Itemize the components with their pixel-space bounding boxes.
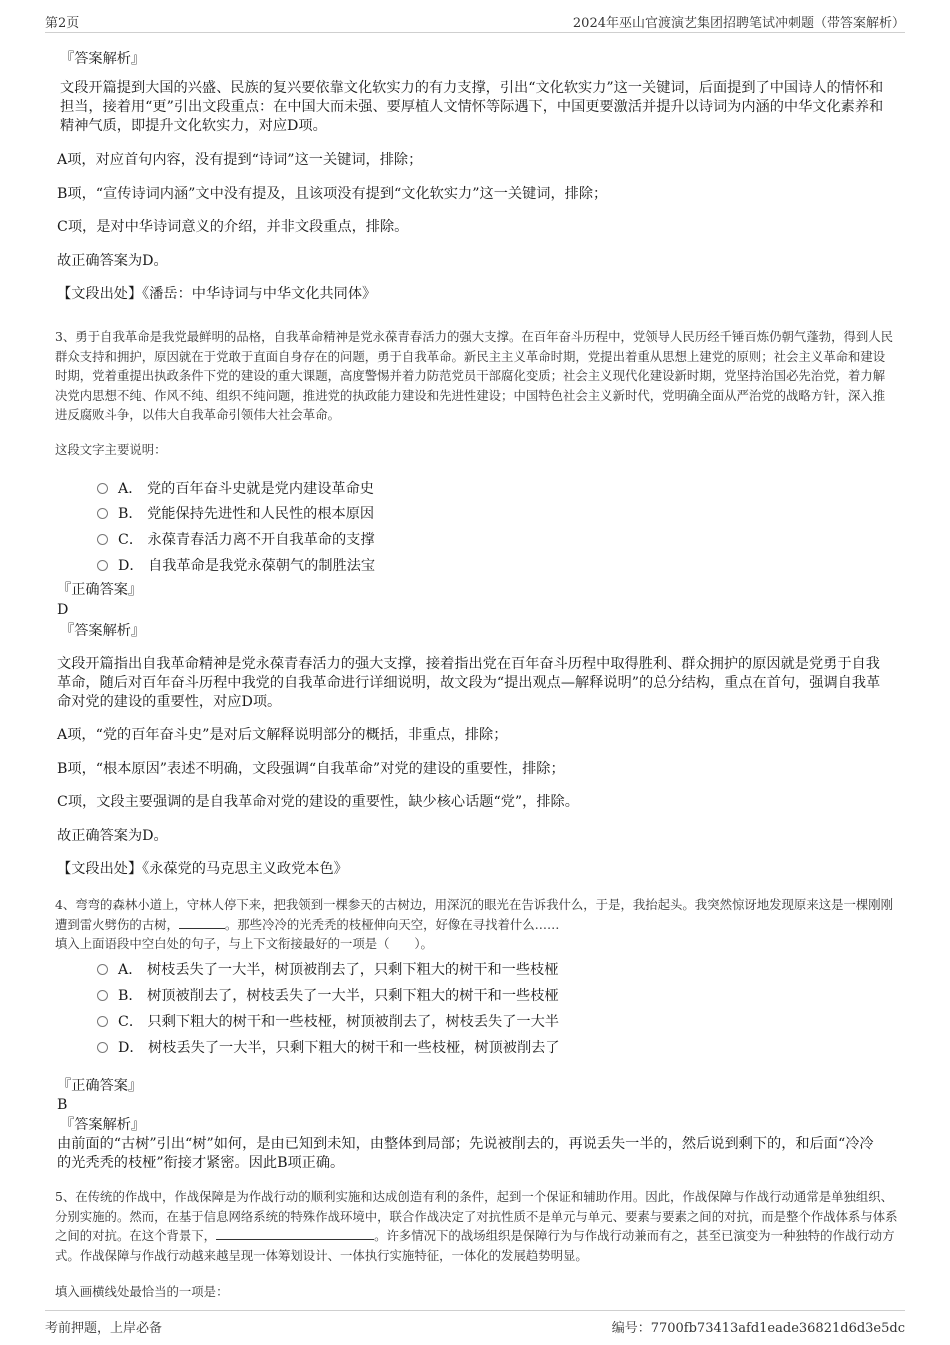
q4-option-a[interactable]: A． 树枝丢失了一大半，树顶被削去了，只剩下粗大的树干和一些枝桠 — [97, 959, 558, 979]
radio-icon[interactable] — [97, 964, 108, 975]
q3-option-d[interactable]: D． 自我革命是我党永葆朝气的制胜法宝 — [97, 555, 375, 575]
radio-icon[interactable] — [97, 1042, 108, 1053]
document-title: 2024年巫山官渡演艺集团招聘笔试冲刺题（带答案解析） — [572, 16, 905, 31]
q4-option-c[interactable]: C． 只剩下粗大的树干和一些枝桠，树顶被削去了，树枝丢失了一大半 — [97, 1011, 559, 1031]
q4-analysis: 由前面的“古树”引出“树”如何，是由已知到未知，由整体到局部；先说被削去的，再说丢失一半的，然后说到剩下的，和后面“冷冷的光秃秃的枝桠”衔接才紧密。因此B项正确。 — [57, 1136, 874, 1171]
q3-answer: D — [57, 602, 69, 618]
q4-text: 4、弯弯的森林小道上，守林人停下来，把我领到一棵参天的古树边，用深沉的眼光在告诉我什么，于是，我抬起头。我突然惊讶地发现原来这是一棵刚刚遭到雷火劈伤的古树， 。那些冷冷的光秃秃的枝桠伸向天空，好像在寻找着什么…… — [55, 897, 894, 932]
q2-analysis-label: 『答案解析』 — [60, 51, 146, 67]
q2-option-c-note: C项，是对中华诗词意义的介绍，并非文段重点，排除。 — [57, 219, 409, 235]
q2-option-a-note: A项，对应首句内容，没有提到“诗词”这一关键词，排除； — [57, 152, 423, 168]
q4-blank — [179, 916, 225, 929]
q4-option-b[interactable]: B． 树顶被削去了，树枝丢失了一大半，只剩下粗大的树干和一些枝桠 — [97, 985, 559, 1005]
q4-prompt: 填入上面语段中空白处的句子，与上下文衔接最好的一项是（ ）。 — [55, 936, 433, 951]
q5-prompt: 填入画横线处最恰当的一项是： — [55, 1284, 229, 1299]
q3-text: 3、勇于自我革命是我党最鲜明的品格，自我革命精神是党永葆青春活力的强大支撑。在百年奋斗历程中，党领导人民历经千锤百炼仍朝气蓬勃，得到人民群众支持和拥护，原因就在于党敢于直面自身存在的问题，勇于自我革命。新民主主义革命时期，党提出着重从思想上建党的原则；社会主义革命和建设时期，党着重提出执政条件下党的建设的重大课题，高度警惕并着力防范党员干部腐化变质；社会主义现代化建设新时期，党坚持治国必先治党，着力解决党内思想不纯、作风不纯、组织不纯问题，推进党的执政能力建设和先进性建设；中国特色社会主义新时代，党明确全面从严治党的战略方针，深入推进反腐败斗争，以伟大自我革命引领伟大社会革命。 — [55, 329, 894, 422]
q3-option-b[interactable]: B． 党能保持先进性和人民性的根本原因 — [97, 503, 374, 523]
q3-prompt: 这段文字主要说明： — [55, 442, 167, 457]
q3-option-b-note: B项，“根本原因”表述不明确，文段强调“自我革命”对党的建设的重要性，排除； — [57, 761, 565, 777]
radio-icon[interactable] — [97, 483, 108, 494]
page-header — [45, 10, 905, 33]
q3-option-c[interactable]: C． 永葆青春活力离不开自我革命的支撑 — [97, 529, 375, 549]
q3-source: 【文段出处】《永葆党的马克思主义政党本色》 — [57, 861, 348, 877]
q2-source: 【文段出处】《潘岳：中华诗词与中华文化共同体》 — [57, 286, 377, 302]
q3-option-a-note: A项，“党的百年奋斗史”是对后文解释说明部分的概括，非重点，排除； — [57, 727, 508, 743]
q5-blank — [216, 1227, 374, 1240]
q4-analysis-label: 『答案解析』 — [60, 1117, 146, 1133]
page-footer — [45, 1310, 905, 1337]
page-number: 第2页 — [45, 16, 80, 31]
q4-answer: B — [57, 1097, 68, 1113]
q2-analysis: 文段开篇提到大国的兴盛、民族的复兴要依靠文化软实力的有力支撑，引出“文化软实力”这一关键词，后面提到了中国诗人的情怀和担当，接着用“更”引出文段重点：在中国大而未强、要厚植人文情怀等际遇下，中国更要激活并提升以诗词为内涵的中华文化素养和精神气质，即提升文化软实力，对应D项。 — [60, 80, 884, 134]
radio-icon[interactable] — [97, 508, 108, 519]
footer-slogan: 考前押题，上岸必备 — [45, 1321, 163, 1336]
q3-option-c-note: C项，文段主要强调的是自我革命对党的建设的重要性，缺少核心话题“党”，排除。 — [57, 794, 579, 810]
radio-icon[interactable] — [97, 534, 108, 545]
radio-icon[interactable] — [97, 1016, 108, 1027]
q2-conclusion: 故正确答案为D。 — [57, 253, 168, 269]
q3-analysis-label: 『答案解析』 — [60, 623, 146, 639]
radio-icon[interactable] — [97, 560, 108, 571]
q4-option-d[interactable]: D． 树枝丢失了一大半，只剩下粗大的树干和一些枝桠，树顶被削去了 — [97, 1037, 560, 1057]
document-id: 编号：7700fb73413afd1eade36821d6d3e5dc — [611, 1321, 905, 1336]
q3-conclusion: 故正确答案为D。 — [57, 828, 168, 844]
q5-text: 5、在传统的作战中，作战保障是为作战行动的顺利实施和达成创造有利的条件，起到一个保证和辅助作用。因此，作战保障与作战行动通常是单独组织、分别实施的。然而，在基于信息网络系统的特殊作战环境中，联合作战决定了对抗性质不是单元与单元、要素与要素之间的对抗，而是整个作战体系与体系之间的对抗。在这个背景下， 。许多情况下的战场组织是保障行为与作战行动兼而有之，甚至已演变为一种独特的作战行动方式。作战保障与作战行动越来越呈现一体筹划设计、一体执行实施特征，一体化的发展趋势明显。 — [55, 1189, 898, 1263]
q2-option-b-note: B项，“宣传诗词内涵”文中没有提及，且该项没有提到“文化软实力”这一关键词，排除； — [57, 186, 608, 202]
radio-icon[interactable] — [97, 990, 108, 1001]
q3-answer-label: 『正确答案』 — [57, 582, 143, 598]
q3-analysis: 文段开篇指出自我革命精神是党永葆青春活力的强大支撑，接着指出党在百年奋斗历程中取得胜利、群众拥护的原因就是党勇于自我革命，随后对百年奋斗历程中我党的自我革命进行详细说明，故文段为“提出观点—解释说明”的总分结构，重点在首句，强调自我革命对党的建设的重要性，对应D项。 — [57, 656, 881, 710]
q3-option-a[interactable]: A． 党的百年奋斗史就是党内建设革命史 — [97, 478, 374, 498]
q4-answer-label: 『正确答案』 — [57, 1078, 143, 1094]
